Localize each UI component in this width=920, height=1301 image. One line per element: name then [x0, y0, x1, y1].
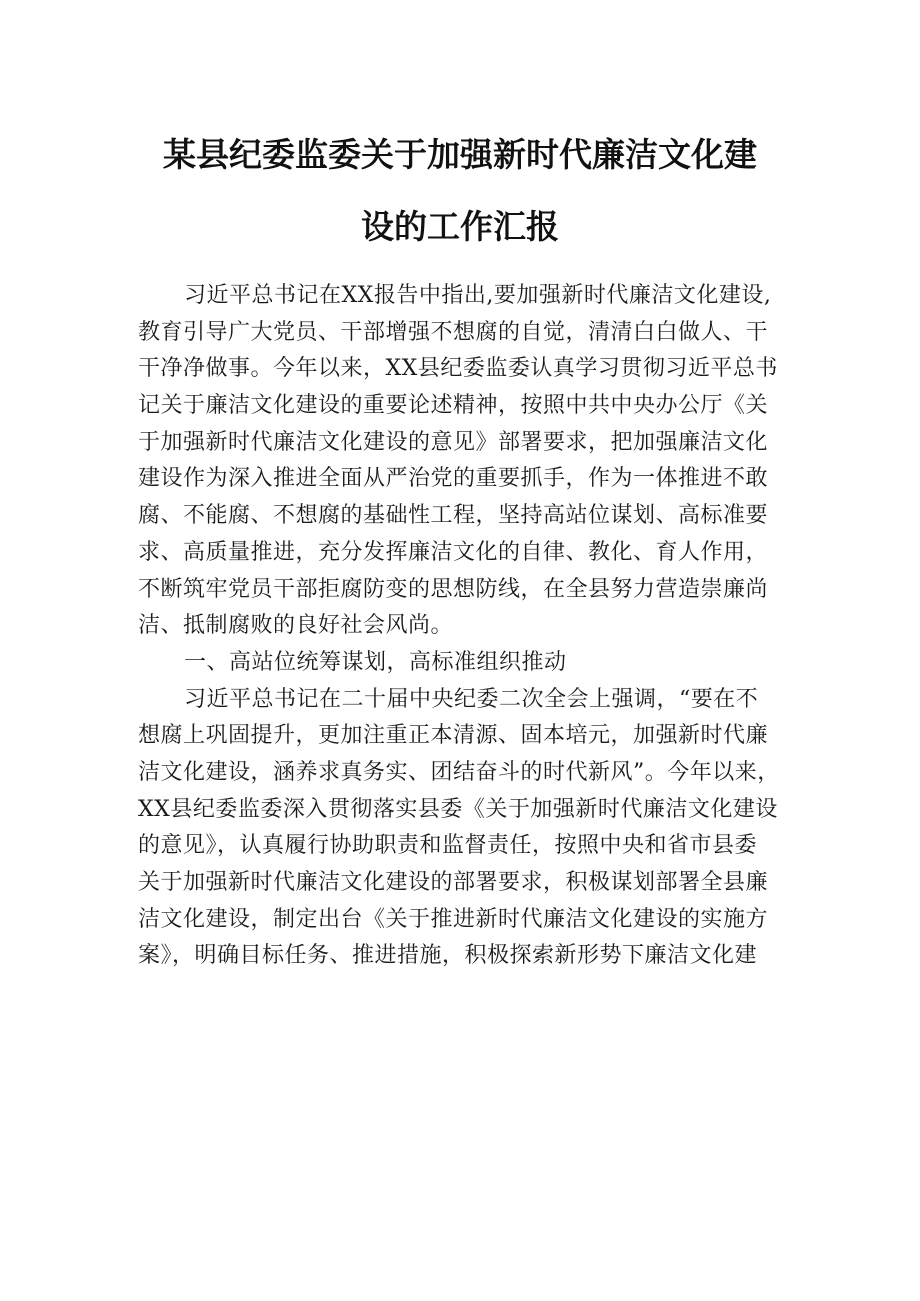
document-title-line-1: 某县纪委监委关于加强新时代廉洁文化建 — [163, 135, 757, 174]
body-line: 腐、不能腐、不想腐的基础性工程，坚持高站位谋划、高标准要 — [138, 503, 769, 529]
section-heading: 一、高站位统筹谋划，高标准组织推动 — [184, 649, 567, 675]
body-line: 干净净做事。今年以来，XX县纪委监委认真学习贯彻习近平总书 — [138, 356, 778, 382]
body-line: 关于加强新时代廉洁文化建设的部署要求，积极谋划部署全县廉 — [138, 870, 769, 895]
body-line: 习近平总书记在二十届中央纪委二次全会上强调，“要在不 — [184, 686, 759, 712]
body-line: 洁文化建设，制定出台《关于推进新时代廉洁文化建设的实施方 — [138, 906, 769, 932]
body-line: 习近平总书记在XX报告中指出,要加强新时代廉洁文化建设, — [184, 283, 772, 308]
body-line: 于加强新时代廉洁文化建设的意见》部署要求，把加强廉洁文化 — [138, 429, 769, 455]
document-title-line-2: 设的工作汇报 — [361, 207, 559, 246]
document-body — [138, 278, 802, 975]
body-line: 洁文化建设，涵养求真务实、团结奋斗的时代新风”。今年以来， — [138, 759, 780, 785]
body-line: 求、高质量推进，充分发挥廉洁文化的自律、教化、育人作用， — [138, 539, 769, 565]
body-line: 洁、抵制腐败的良好社会风尚。 — [138, 613, 454, 639]
body-line: 不断筑牢党员干部拒腐防变的思想防线，在全县努力营造崇廉尚 — [138, 576, 769, 602]
body-line: 的意见》，认真履行协助职责和监督责任，按照中央和省市县委 — [138, 833, 758, 859]
body-line: XX县纪委监委深入贯彻落实县委《关于加强新时代廉洁文化建设 — [138, 796, 778, 822]
body-line: 想腐上巩固提升，更加注重正本清源、固本培元，加强新时代廉 — [138, 723, 769, 749]
body-line: 案》，明确目标任务、推进措施，积极探索新形势下廉洁文化建 — [138, 943, 758, 969]
body-line: 建设作为深入推进全面从严治党的重要抓手，作为一体推进不敢 — [138, 466, 769, 492]
body-line: 记关于廉洁文化建设的重要论述精神，按照中共中央办公厅《关 — [138, 393, 769, 419]
body-line: 教育引导广大党员、干部增强不想腐的自觉，清清白白做人、干 — [138, 319, 769, 345]
